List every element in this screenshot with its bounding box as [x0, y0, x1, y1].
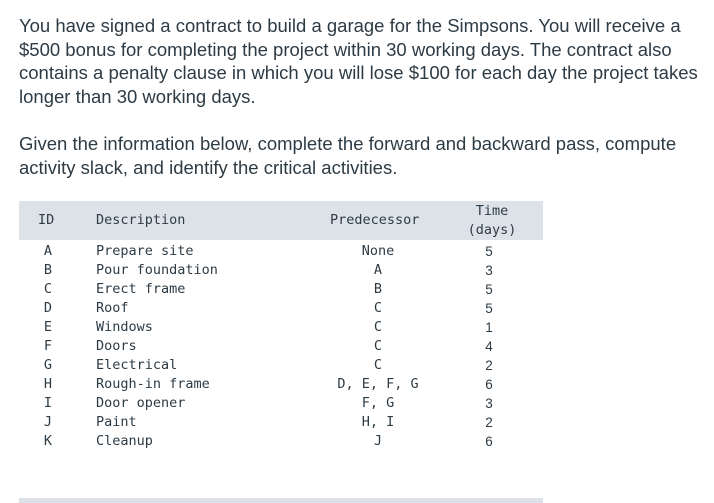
- table-row: [19, 413, 543, 432]
- table-row: [19, 261, 543, 280]
- cell-time: 4: [485, 339, 493, 354]
- cell-time: 5: [485, 282, 493, 297]
- cell-id: A: [43, 243, 53, 259]
- cell-description: Electrical: [96, 357, 178, 373]
- cell-id: D: [43, 300, 53, 316]
- cell-predecessor: C: [373, 357, 383, 373]
- cell-time: 2: [485, 415, 493, 430]
- cell-id: K: [43, 433, 53, 449]
- table-row: [19, 318, 543, 337]
- problem-paragraph-2: Given the information below, complete the forward and backward pass, compute activity slack, and identify the critical activities.: [19, 133, 677, 178]
- cell-id: G: [43, 357, 53, 373]
- table-row: [19, 375, 543, 394]
- cell-description: Cleanup: [96, 433, 153, 449]
- header-id: ID: [38, 212, 55, 228]
- cell-description: Windows: [96, 319, 153, 335]
- cell-predecessor: C: [373, 300, 383, 316]
- cell-description: Doors: [96, 338, 137, 354]
- cell-time: 2: [485, 358, 493, 373]
- cell-id: F: [43, 338, 53, 354]
- cell-id: H: [43, 376, 53, 392]
- table-row: [19, 394, 543, 413]
- header-time: [462, 202, 522, 240]
- cell-predecessor: B: [373, 281, 383, 297]
- activity-table: [19, 201, 543, 498]
- cell-predecessor: J: [373, 433, 383, 449]
- header-description: Description: [96, 212, 186, 228]
- cell-time: 1: [485, 320, 493, 335]
- table-row: [19, 280, 543, 299]
- cell-id: J: [43, 414, 53, 430]
- table-row: [19, 356, 543, 375]
- cell-id: I: [43, 395, 53, 411]
- cell-description: Roof: [96, 300, 129, 316]
- table-body: [19, 240, 543, 498]
- cell-time: 5: [485, 244, 493, 259]
- cell-predecessor: H, I: [361, 414, 395, 430]
- cell-predecessor: A: [373, 262, 383, 278]
- table-row: [19, 242, 543, 261]
- cell-description: Rough-in frame: [96, 376, 210, 392]
- header-time-line2: (days): [467, 222, 517, 238]
- cell-time: 3: [485, 396, 493, 411]
- problem-paragraph-1: You have signed a contract to build a garage for the Simpsons. You will receive a $500 bonus for completing the project within 30 working days. The contract also contains a penalty clause in which you will lose $100 for each day the project takes longer than 30 working days.: [19, 15, 698, 107]
- cell-predecessor: C: [373, 319, 383, 335]
- cell-id: E: [43, 319, 53, 335]
- cell-id: C: [43, 281, 53, 297]
- cell-predecessor: F, G: [361, 395, 395, 411]
- cell-id: B: [43, 262, 53, 278]
- header-predecessor: Predecessor: [330, 212, 420, 228]
- cell-description: Paint: [96, 414, 137, 430]
- cell-time: 3: [485, 263, 493, 278]
- cell-time: 6: [485, 434, 493, 449]
- table-row: [19, 337, 543, 356]
- table-footer-bar: [19, 498, 543, 503]
- table-row: [19, 299, 543, 318]
- cell-description: Prepare site: [96, 243, 194, 259]
- cell-time: 5: [485, 301, 493, 316]
- cell-predecessor: D, E, F, G: [337, 376, 419, 392]
- cell-time: 6: [485, 377, 493, 392]
- header-time-line1: Time: [475, 203, 509, 219]
- table-row: [19, 432, 543, 451]
- cell-description: Erect frame: [96, 281, 186, 297]
- table-header: [19, 201, 543, 240]
- cell-description: Pour foundation: [96, 262, 218, 278]
- cell-predecessor: C: [373, 338, 383, 354]
- cell-predecessor: None: [361, 243, 395, 259]
- cell-description: Door opener: [96, 395, 186, 411]
